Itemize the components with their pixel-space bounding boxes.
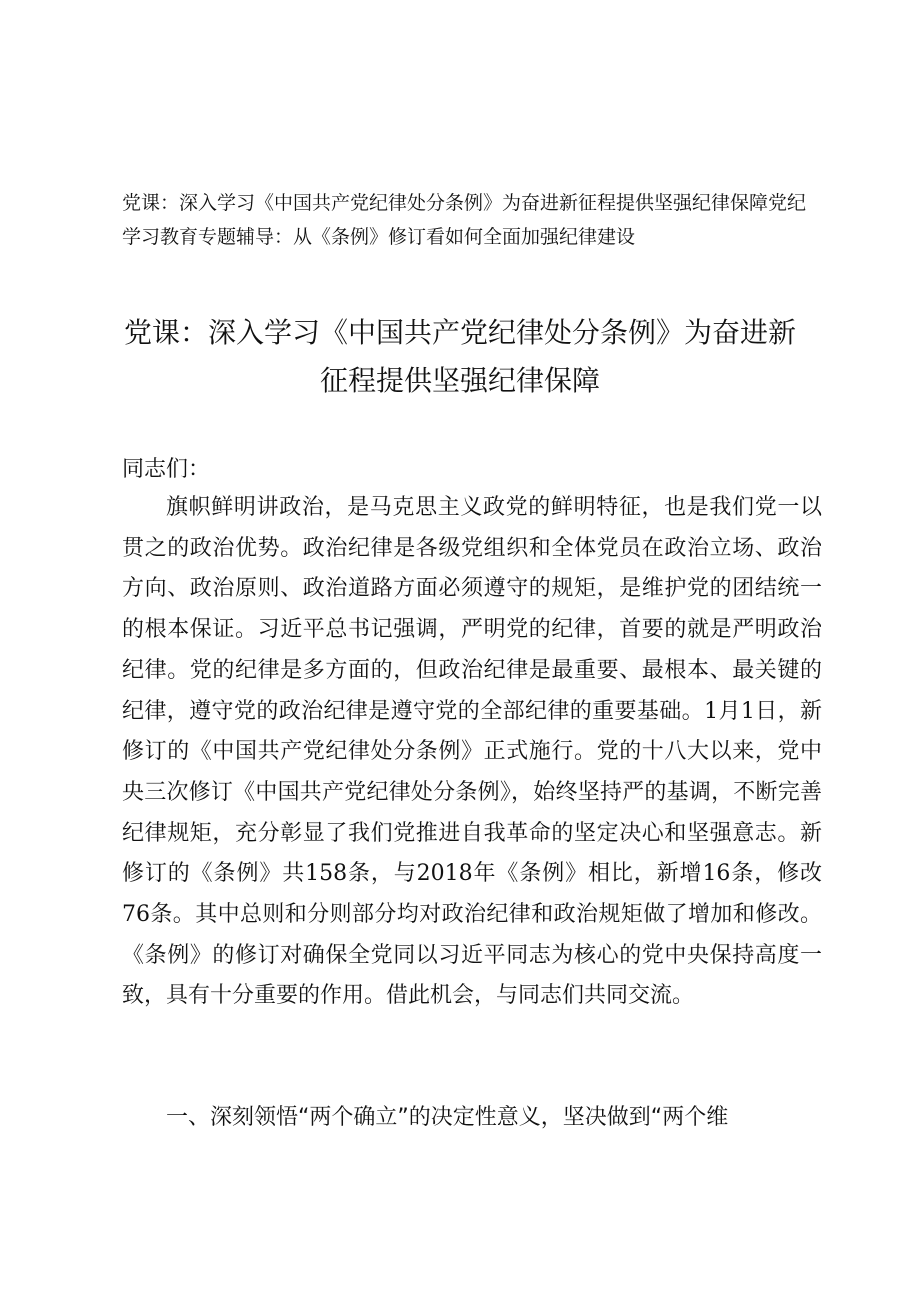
title-line-1: 党课：深入学习《中国共产党纪律处分条例》为奋进新 <box>123 316 796 349</box>
document-title <box>100 309 820 405</box>
title-line-2: 征程提供坚强纪律保障 <box>319 364 600 397</box>
salutation: 同志们： <box>122 457 211 482</box>
body-paragraph: 旗帜鲜明讲政治，是马克思主义政党的鲜明特征，也是我们党一以贯之的政治优势。政治纪律是各级党组织和全体党员在政治立场、政治方向、政治原则、政治道路方面必须遵守的规矩，是维护党的团结统一的根本保证。习近平总书记强调，严明党的纪律，首要的就是严明政治纪律。党的纪律是多方面的，但政治纪律是最重要、最根本、最关键的纪律，遵守党的政治纪律是遵守党的全部纪律的重要基础。1月1日，新修订的《中国共产党纪律处分条例》正式施行。党的十八大以来，党中央三次修订《中国共产党纪律处分条例》，始终坚持严的基调，不断完善纪律规矩，充分彰显了我们党推进自我革命的坚定决心和坚强意志。新修订的《条例》共158条，与2018年《条例》相比，新增16条，修改76条。其中总则和分则部分均对政治纪律和政治规矩做了增加和修改。《条例》的修订对确保全党同以习近平同志为核心的党中央保持高度一致，具有十分重要的作用。借此机会，与同志们共同交流。 <box>122 495 822 1009</box>
section-heading: 一、深刻领悟“两个确立”的决定性意义，坚决做到“两个维 <box>166 1105 729 1130</box>
document-header: 党课：深入学习《中国共产党纪律处分条例》为奋进新征程提供坚强纪律保障党纪学习教育专题辅导：从《条例》修订看如何全面加强纪律建设 <box>122 192 807 248</box>
